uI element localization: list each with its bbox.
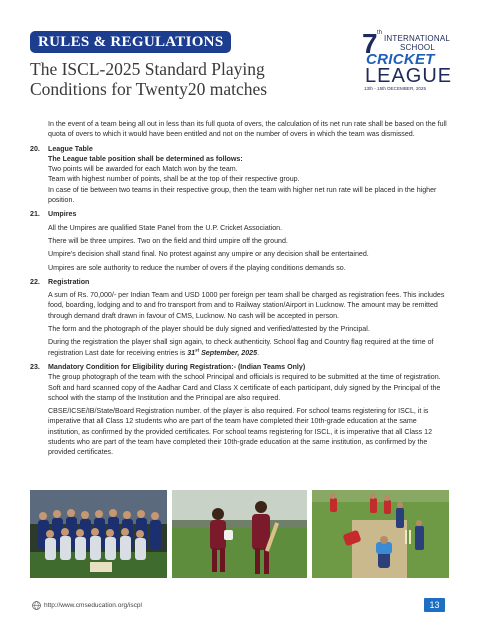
league-logo [340,28,458,90]
deadline-day: 31 [187,348,196,357]
match-action-photo [312,490,449,578]
section-23 [30,362,450,458]
title-line-1: The ISCL-2025 Standard Playing [30,59,265,79]
website-link[interactable]: http://www.cmseducation.org/iscpl [44,602,142,609]
section-line: Team with highest number of points, shall be at the top of their respective group. [48,175,300,184]
section-number: 21. [30,210,40,219]
deadline-paragraph [48,337,450,358]
page-title [30,59,280,99]
logo-line-4: LEAGUE [365,65,453,87]
section-line: The group photograph of the team with the school Principal and officials is required to be submitted at the time of registration. Soft and hard scanned copy of the Aadhar Card and Class X certificate of each participant, duly signed by the Principal of the school with the stamp of the Institution and the Principal are also required. [48,373,441,402]
rules-content [30,119,450,458]
section-subheading: The League table position shall be determined as follows: [48,154,243,163]
team-group-photo [30,490,167,578]
section-number: 23. [30,362,40,371]
section-line: Two points will be awarded for each Match won by the team. [48,165,238,174]
logo-suffix: th [377,30,383,36]
title-line-2: Conditions for Twenty20 matches [30,79,268,99]
page-number: 13 [424,598,445,612]
deadline-suffix: st [195,347,200,353]
section-line: Umpires are sole authority to reduce the number of overs if the playing conditions demands so. [48,263,346,272]
globe-icon [32,601,41,610]
section-number: 20. [30,144,40,153]
section-heading: Registration [48,277,90,286]
section-heading: Mandatory Condition for Eligibility during Registration:- (Indian Teams Only) [48,362,306,371]
section-number: 22. [30,277,40,286]
logo-number: 7 [362,28,378,59]
logo-line-3: CRICKET [366,51,435,68]
section-line: The form and the photograph of the player should be duly signed and verified/attested by the Principal. [48,325,370,334]
deadline-end: . [257,348,260,357]
section-line: Umpire's decision shall stand final. No protest against any umpire or any decision shall be entertained. [48,250,369,259]
logo-dates: 13th - 15th DECEMBER, 2025 [364,86,427,91]
section-22 [30,277,450,358]
intro-paragraph: In the event of a team being all out in less than its full quota of overs, the calculation of its net run rate shall be based on the full quota of overs to which it would have been entitled and not on the number of overs in which the team was dismissed. [48,120,447,139]
section-line: There will be three umpires. Two on the field and third umpire off the ground. [48,236,288,245]
deadline-month-year: September, 2025 [199,348,258,357]
section-heading: League Table [48,144,93,153]
deadline-date [187,347,260,357]
section-line: In case of tie between two teams in their respective group, then the team with higher net run rate will be placed in the higher position. [48,185,437,205]
section-line: CBSE/ICSE/IB/State/Board Registration number. of the player is also required. For school teams registering for ISCL, it is imperative that all Class 12 students who are part of the team have completed their 10th-grade education at the same institution, as confirmed by the provided certificates. For school teams registering for ISCL, it is imperative that all Class 12 students who are part of the team have completed their 10th-grade education at the same institution, as confirmed by the provided certificates. [48,407,433,457]
section-21 [30,209,450,272]
section-banner: RULES & REGULATIONS [30,31,231,53]
players-walking-photo [172,490,307,578]
section-line: A sum of Rs. 70,000/- per Indian Team and USD 1000 per foreign per team shall be charged as registration fees. This includes food, boarding, lodging and to and fro transport from and to Railway station/Airport in Lucknow. The amount may be remitted through demand draft drawn in favour of CMS, Lucknow. No cash will be accepted in person. [48,291,445,320]
section-20 [30,144,450,206]
logo-line-1: INTERNATIONAL [384,34,451,43]
section-heading: Umpires [48,210,77,219]
section-line: All the Umpires are qualified State Panel from the U.P. Cricket Association. [48,223,283,232]
logo-line-2: SCHOOL [400,43,435,52]
deadline-prefix: During the registration the player shall sign again, to check authenticity. School flag and Country flag required at the time of registration Last date for receiving entries is [48,338,434,357]
